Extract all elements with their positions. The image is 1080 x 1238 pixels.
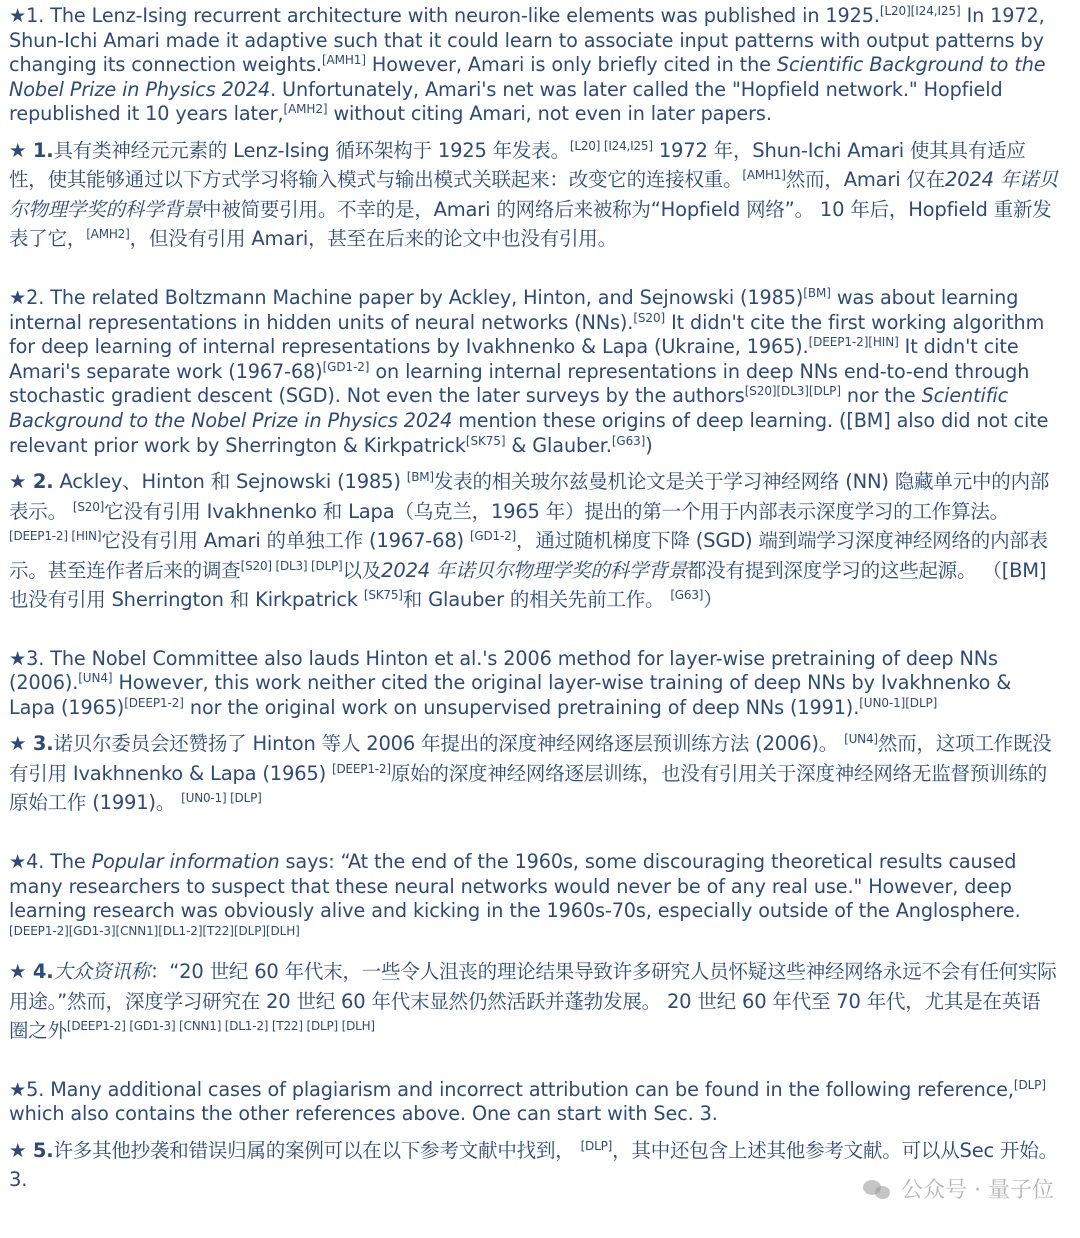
item-number: 2. (26, 470, 54, 494)
item-1-english (9, 4, 1059, 127)
text: 然而，Amari 仅在 (785, 168, 946, 192)
text: 它没有引用 Amari 的单独工作 (1967-68) (101, 529, 470, 553)
italic-title: Popular information (91, 849, 280, 873)
text: & Glauber. (505, 433, 612, 457)
text: . Unfortunately, Amari's net was later called the "Hopfield network." Hopfield republished it 10 years later, (9, 77, 1003, 126)
text: ，通过随机梯度下降 (SGD) 端到端学习深度神经网络的内部表示。甚至连作者后来的调查 (9, 529, 1048, 582)
text: ：“20 世纪 60 年代末，一些令人沮丧的理论结果导致许多研究人员怀疑这些神经网络永远不会有任何实际用途。”然而，深度学习研究在 20 世纪 60 年代末显然仍然活跃并蓬勃发展。 20 世纪 60 年代至 70 年代，尤其是在英语圈之外 (9, 960, 1057, 1043)
citation: [S20][DL3][DLP] (744, 384, 841, 399)
item-2-chinese (9, 467, 1059, 615)
text: 具有类神经元元素的 Lenz-Ising 循环架构于 1925 年发表。 (53, 138, 570, 162)
star-icon: ★ (9, 285, 27, 309)
citation: [DEEP1-2] [GD1-3] [CNN1] [DL1-2] [T22] [DLP] [DLH] (66, 1019, 375, 1034)
text: 然而，这项工作既没有引用 Ivakhnenko & Lapa (1965) (9, 732, 1052, 785)
item-number: 4. (26, 849, 45, 873)
star-icon: ★ (9, 849, 27, 873)
text: The Lenz-Ising recurrent architecture with neuron-like elements was published in 1925. (44, 4, 880, 27)
citation: [UN0-1][DLP] (859, 695, 938, 710)
item-number: 5. (26, 1077, 45, 1101)
italic-title: Scientific Background to the Nobel Prize in Physics 2024 (9, 53, 1046, 101)
star-icon: ★ (9, 960, 27, 984)
item-3-english (9, 647, 1059, 721)
item-4-english (9, 850, 1059, 948)
item-number: 1. (26, 138, 54, 162)
text: The related Boltzmann Machine paper by Ackley, Hinton, and Sejnowski (1985) (44, 285, 804, 309)
text: The (44, 849, 92, 873)
citation: [DEEP1-2][GD1-3][CNN1][DL1-2][T22][DLP][DLH] (9, 923, 300, 938)
citation: [UN4] (78, 671, 113, 686)
star-icon: ★ (9, 732, 27, 756)
star-icon: ★ (9, 646, 27, 670)
text: ） (703, 588, 723, 612)
italic-title: Scientific Background to the Nobel Prize in Physics 2024 (9, 384, 1009, 432)
citation: [BM] (406, 470, 434, 485)
citation: [BM] (803, 285, 831, 300)
text: 都没有提到深度学习的这些起源。 （[BM]也没有引用 Sherrington 和 Kirkpatrick (9, 558, 1047, 612)
citation: [S20] [DL3] [DLP] (240, 558, 343, 573)
text: says: “At the end of the 1960s, some discouraging theoretical results caused many researchers to suspect that these neural networks would never be of any real use." However, deep learning research was obviously alive and kicking in the 1960s-70s, especially outside of the Anglosphere. (9, 849, 1021, 923)
item-number: 1. (26, 4, 45, 27)
citation: [L20][I24,I25] (879, 4, 961, 18)
italic-title: 大众资讯称 (53, 960, 150, 984)
citation: [SK75] (363, 588, 403, 603)
text: 原始的深度神经网络逐层训练，也没有引用关于深度神经网络无监督预训练的原始工作 (1991)。 (9, 761, 1048, 815)
citation: [AMH2] (86, 227, 130, 242)
star-icon: ★ (9, 1138, 27, 1162)
item-number: 5. (26, 1138, 54, 1162)
star-icon: ★ (9, 470, 27, 494)
text: ，其中还包含上述其他参考文献。可以从Sec 开始。 3. (9, 1138, 1058, 1192)
text: ，但没有引用 Amari，甚至在后来的论文中也没有引用。 (129, 227, 617, 251)
text: In 1972, Shun-Ichi Amari made it adaptive such that it could learn to associate input patterns with output patterns by changing its connection weights. (9, 4, 1045, 77)
item-number: 3. (26, 732, 54, 756)
citation: [SK75] (465, 433, 506, 448)
text: The Nobel Committee also lauds Hinton et al.'s 2006 method for layer-wise pretraining of deep NNs (2006). (9, 646, 998, 695)
watermark (863, 1173, 1054, 1204)
citation: [DEEP1-2] (332, 761, 391, 776)
text: without citing Amari, not even in later papers. (327, 102, 772, 126)
text: nor the (840, 384, 922, 408)
item-1-chinese (9, 136, 1059, 254)
text: mention these origins of deep learning. ([BM] also did not cite relevant prior work by Sherrington & Kirkpatrick (9, 408, 1049, 457)
citation: [G63] (611, 433, 646, 448)
citation: [S20] (72, 499, 105, 514)
item-4-chinese (9, 957, 1059, 1046)
citation: [S20] (633, 310, 666, 325)
text: which also contains the other references above. One can start with Sec. 3. (9, 1102, 718, 1126)
star-icon: ★ (9, 138, 27, 162)
citation: [UN4] (844, 732, 878, 747)
item-number: 3. (26, 646, 45, 670)
text: 许多其他抄袭和错误归属的案例可以在以下参考文献中找到， (53, 1138, 581, 1162)
text: It didn't cite Amari's separate work (1967-68) (9, 335, 1019, 383)
citation: [DEEP1-2] (124, 695, 184, 710)
citation: [AMH1] (742, 168, 786, 183)
italic-title: 2024 年诺贝尔物理学奖的科学背景 (9, 168, 1058, 221)
text: It didn't cite the first working algorithm for deep learning of internal representations by Ivakhnenko & Lapa (Ukraine, 1965). (9, 310, 1045, 359)
text: 诺贝尔委员会还赞扬了 Hinton 等人 2006 年提出的深度神经网络逐层预训练方法 (2006)。 (53, 732, 845, 756)
item-number: 2. (26, 285, 45, 309)
citation: [GD1-2] (322, 359, 370, 374)
text: Many additional cases of plagiarism and incorrect attribution can be found in the following reference, (44, 1077, 1014, 1101)
article-body (9, 4, 1059, 1195)
citation: [DLP] (580, 1138, 613, 1153)
text: ) (645, 433, 653, 457)
text: was about learning internal representations in hidden units of neural networks (NNs). (9, 285, 1019, 334)
citation: [AMH1] (321, 53, 366, 68)
star-icon: ★ (9, 4, 27, 27)
citation: [L20] [I24,I25] (569, 138, 653, 153)
item-5-english (9, 1078, 1059, 1127)
item-3-chinese (9, 729, 1059, 818)
citation: [UN0-1] [DLP] (181, 791, 262, 806)
text: 1972 年，Shun-Ichi Amari 使其具有适应性，使其能够通过以下方式学习将输入模式与输出模式关联起来：改变它的连接权重。 (9, 138, 1026, 192)
text: Ackley、Hinton 和 Sejnowski (1985) (53, 470, 407, 494)
text: 和 Glauber 的相关先前工作。 (402, 588, 671, 612)
text: 以及 (342, 558, 382, 582)
text: However, Amari is only briefly cited in the (365, 53, 777, 77)
wechat-icon (863, 1177, 893, 1201)
italic-title: 2024 年诺贝尔物理学奖的科学背景 (381, 558, 687, 582)
citation: [GD1-2] (469, 529, 517, 544)
item-2-english (9, 286, 1059, 458)
text: nor the original work on unsupervised pretraining of deep NNs (1991). (183, 695, 860, 719)
star-icon: ★ (9, 1077, 27, 1101)
text: 它没有引用 Ivakhnenko 和 Lapa（乌克兰，1965 年）提出的第一个用于内部表示深度学习的工作算法。 (104, 499, 1009, 523)
watermark-text: 公众号 · 量子位 (901, 1178, 1054, 1203)
text: However, this work neither cited the original layer-wise training of deep NNs by Ivakhnenko & Lapa (1965) (9, 671, 1012, 719)
citation: [DEEP1-2][HIN] (808, 335, 899, 350)
citation: [DLP] (1013, 1077, 1046, 1092)
text: 发表的相关玻尔兹曼机论文是关于学习神经网络 (NN) 隐藏单元中的内部表示。 (9, 470, 1050, 523)
citation: [G63] (670, 588, 704, 603)
citation: [AMH2] (283, 102, 328, 117)
item-number: 4. (26, 960, 54, 984)
text: on learning internal representations in deep NNs end-to-end through stochastic gradient descent (SGD). Not even the later surveys by the authors (9, 359, 1030, 408)
citation: [DEEP1-2] [HIN] (9, 529, 102, 544)
text: 中被简要引用。不幸的是，Amari 的网络后来被称为“Hopfield 网络”。 10 年后，Hopfield 重新发表了它， (9, 197, 1052, 251)
